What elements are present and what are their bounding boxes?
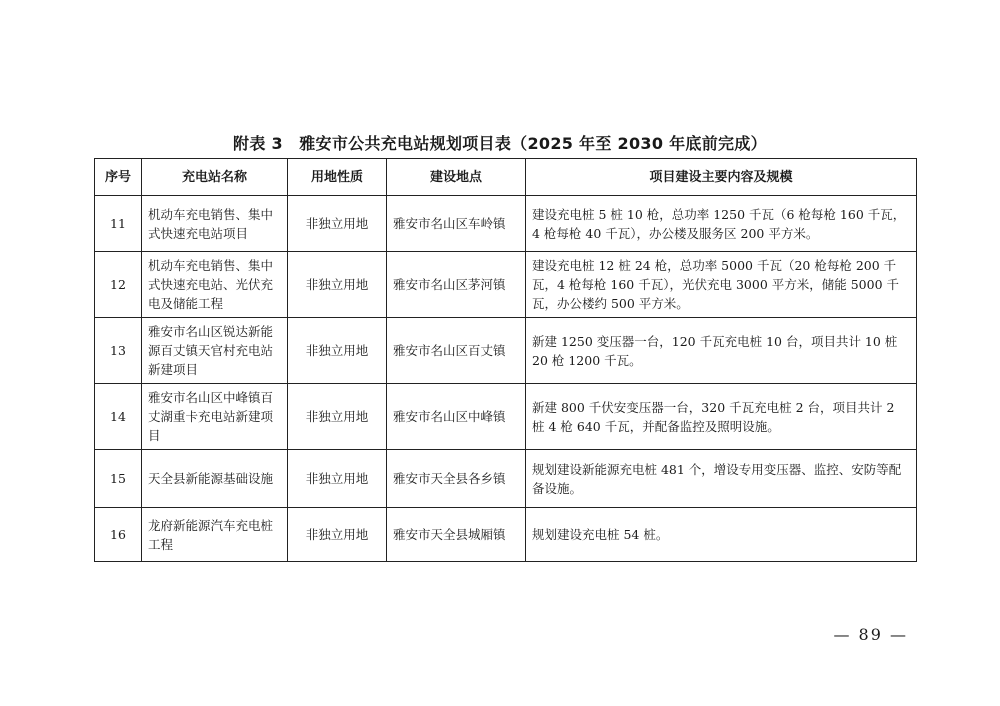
cell-location: 雅安市名山区中峰镇 — [387, 384, 526, 450]
cell-no: 13 — [95, 318, 142, 384]
column-header-name: 充电站名称 — [142, 159, 288, 196]
cell-land: 非独立用地 — [288, 252, 387, 318]
cell-location: 雅安市天全县各乡镇 — [387, 450, 526, 508]
cell-name: 天全县新能源基础设施 — [142, 450, 288, 508]
table-row — [95, 450, 917, 508]
cell-land: 非独立用地 — [288, 450, 387, 508]
cell-location: 雅安市名山区车岭镇 — [387, 196, 526, 252]
column-header-location: 建设地点 — [387, 159, 526, 196]
cell-name: 机动车充电销售、集中式快速充电站、光伏充电及储能工程 — [142, 252, 288, 318]
cell-no: 15 — [95, 450, 142, 508]
cell-name: 雅安市名山区中峰镇百丈湖重卡充电站新建项目 — [142, 384, 288, 450]
cell-no: 12 — [95, 252, 142, 318]
cell-location: 雅安市天全县城厢镇 — [387, 508, 526, 562]
cell-name: 龙府新能源汽车充电桩工程 — [142, 508, 288, 562]
table-row — [95, 508, 917, 562]
page-number: — 89 — — [833, 625, 908, 644]
cell-content: 新建 800 千伏安变压器一台，320 千瓦充电桩 2 台，项目共计 2 桩 4 枪 640 千瓦，并配备监控及照明设施。 — [526, 384, 917, 450]
page-title: 附表 3 雅安市公共充电站规划项目表（2025 年至 2030 年底前完成） — [233, 134, 767, 153]
table-row — [95, 384, 917, 450]
cell-no: 14 — [95, 384, 142, 450]
cell-content: 新建 1250 变压器一台，120 千瓦充电桩 10 台，项目共计 10 桩 20 枪 1200 千瓦。 — [526, 318, 917, 384]
cell-land: 非独立用地 — [288, 318, 387, 384]
cell-location: 雅安市名山区茅河镇 — [387, 252, 526, 318]
table-header-row — [95, 159, 917, 196]
cell-no: 16 — [95, 508, 142, 562]
cell-name: 机动车充电销售、集中式快速充电站项目 — [142, 196, 288, 252]
cell-content: 建设充电桩 12 桩 24 枪，总功率 5000 千瓦（20 枪每枪 200 千瓦，4 枪每枪 160 千瓦），光伏充电 3000 平方米，储能 5000 千瓦，办公楼约 500 平方米。 — [526, 252, 917, 318]
table-row — [95, 196, 917, 252]
table-row — [95, 318, 917, 384]
column-header-no: 序号 — [95, 159, 142, 196]
cell-no: 11 — [95, 196, 142, 252]
cell-content: 建设充电桩 5 桩 10 枪，总功率 1250 千瓦（6 枪每枪 160 千瓦，4 枪每枪 40 千瓦），办公楼及服务区 200 平方米。 — [526, 196, 917, 252]
cell-location: 雅安市名山区百丈镇 — [387, 318, 526, 384]
column-header-content: 项目建设主要内容及规模 — [526, 159, 917, 196]
cell-land: 非独立用地 — [288, 384, 387, 450]
cell-land: 非独立用地 — [288, 196, 387, 252]
column-header-land: 用地性质 — [288, 159, 387, 196]
table-row — [95, 252, 917, 318]
cell-content: 规划建设充电桩 54 桩。 — [526, 508, 917, 562]
cell-land: 非独立用地 — [288, 508, 387, 562]
charging-station-plan-table — [94, 158, 917, 562]
cell-name: 雅安市名山区锐达新能源百丈镇天官村充电站新建项目 — [142, 318, 288, 384]
cell-content: 规划建设新能源充电桩 481 个，增设专用变压器、监控、安防等配备设施。 — [526, 450, 917, 508]
